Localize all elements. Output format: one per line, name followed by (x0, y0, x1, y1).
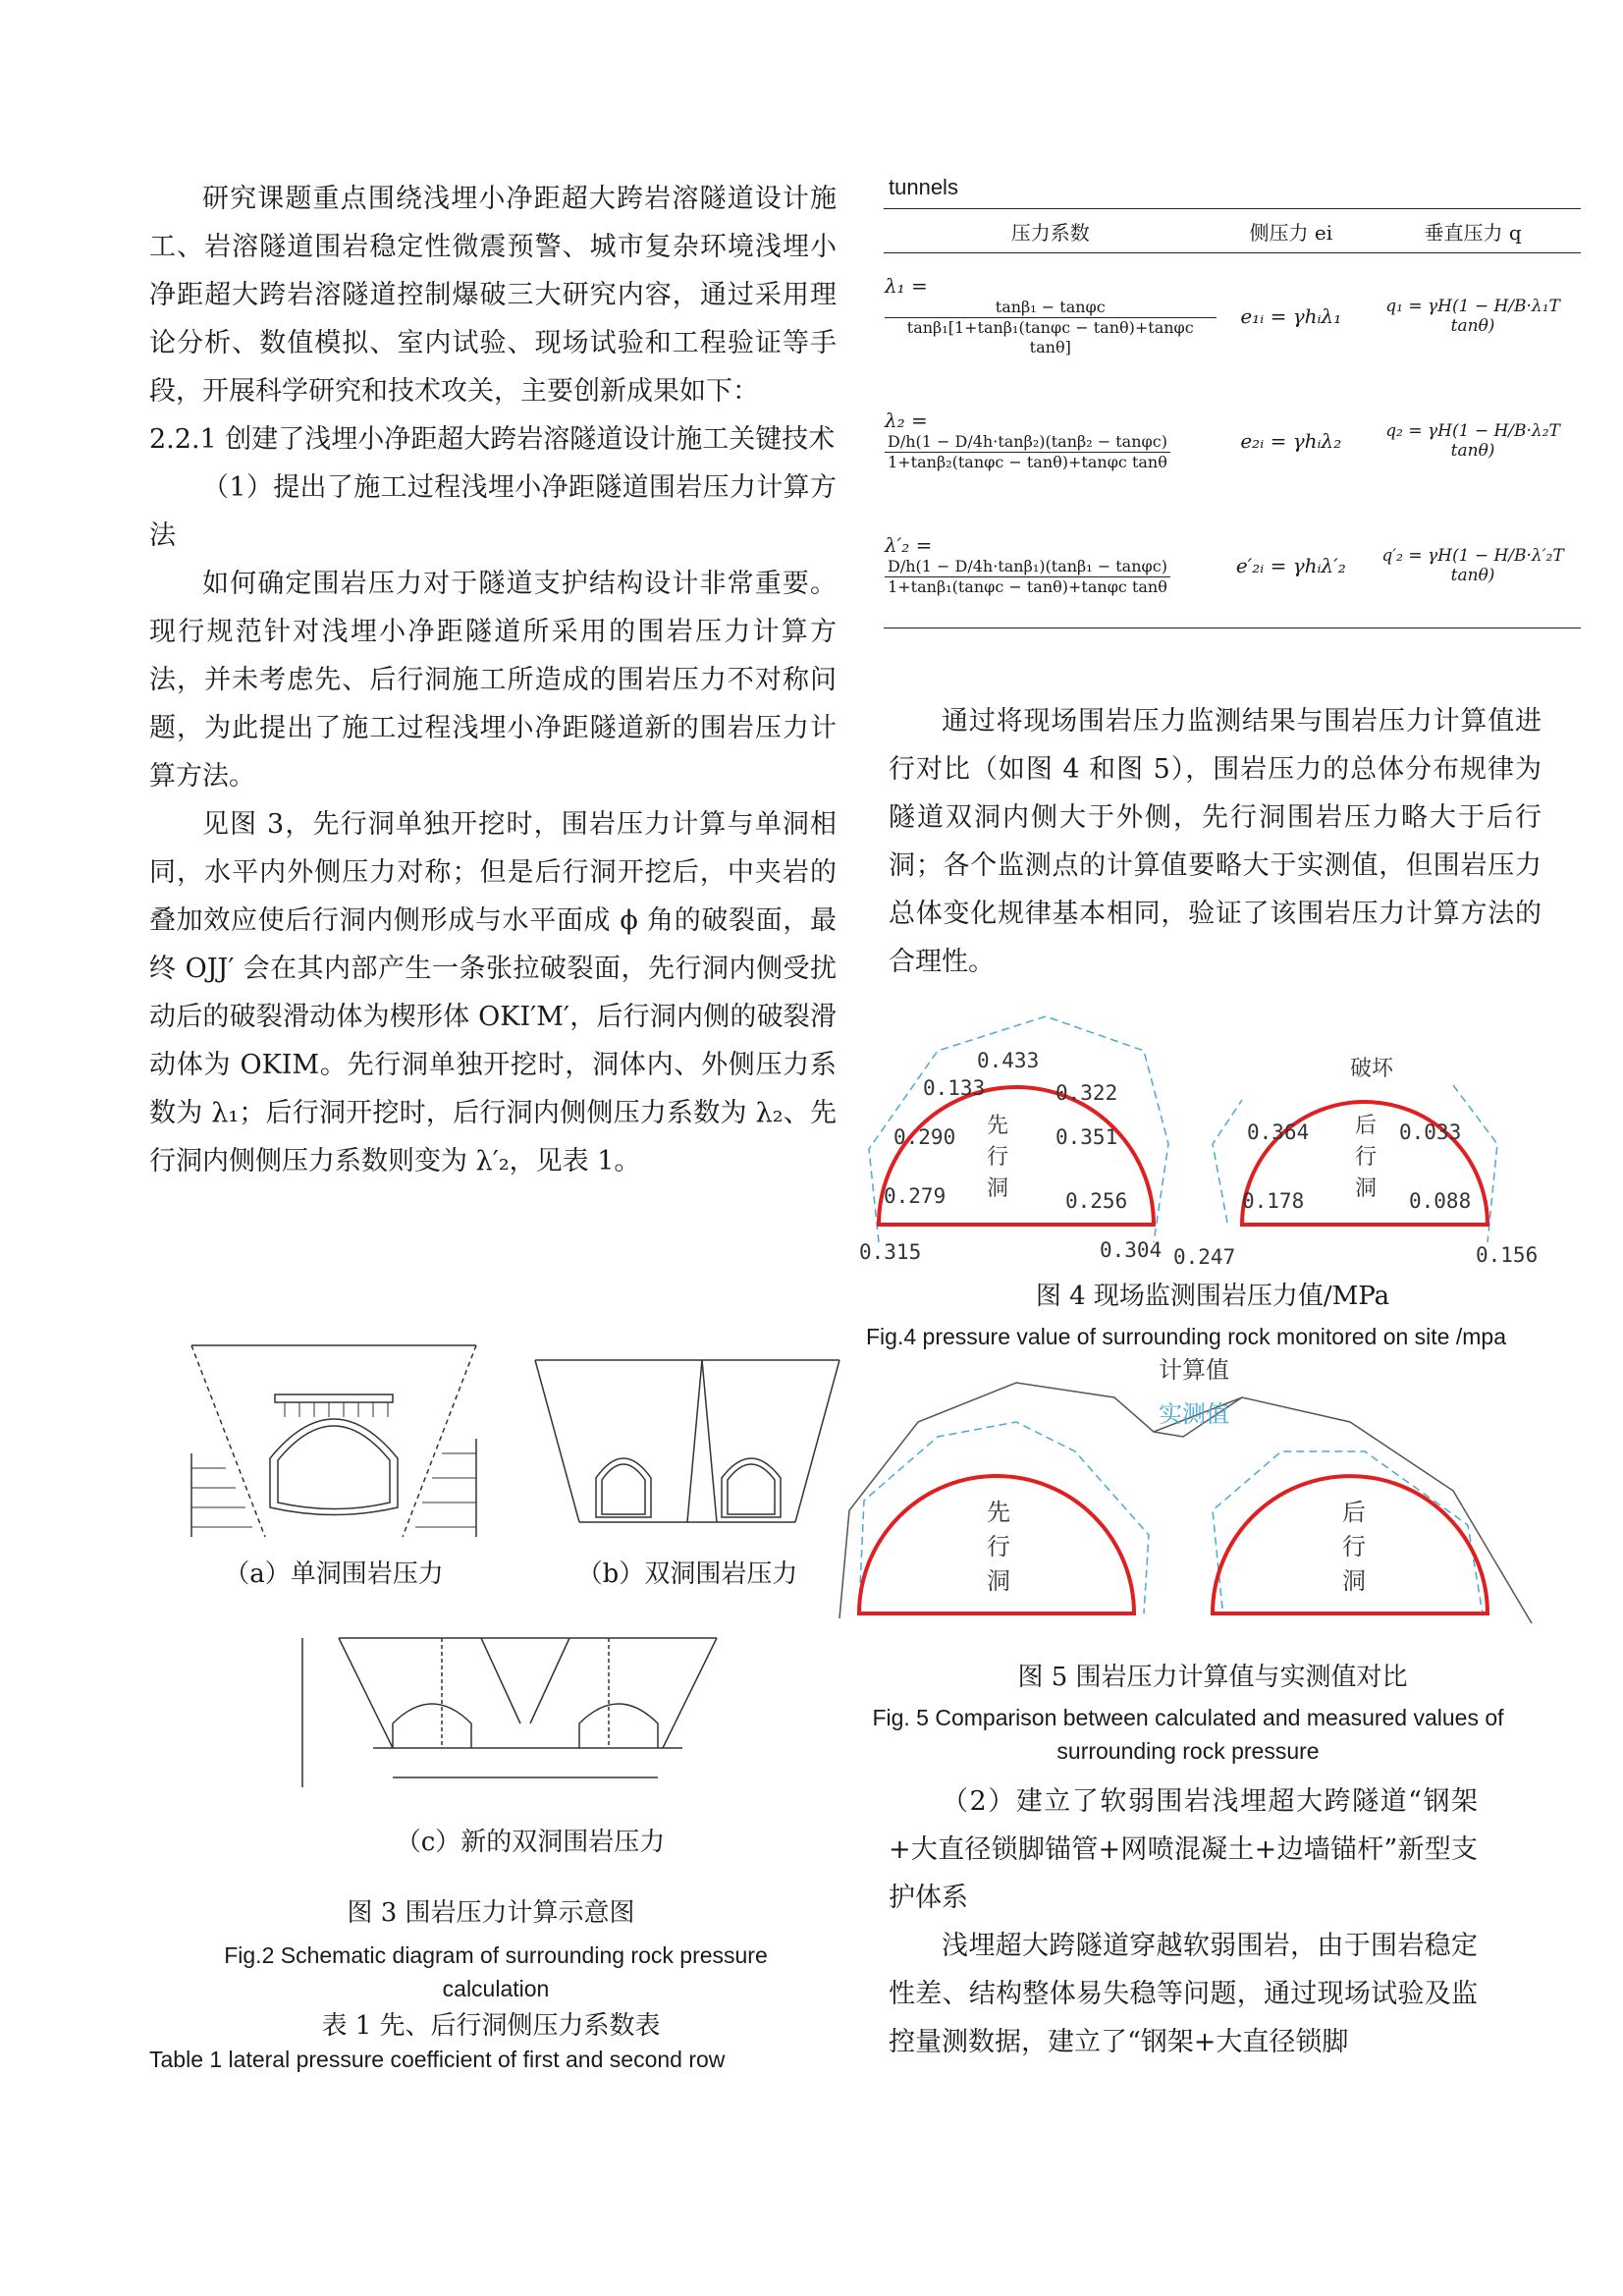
table-cell-e: e₁ᵢ = γhᵢλ₁ (1240, 303, 1342, 328)
fig4-value: 0.304 (1100, 1238, 1163, 1262)
lambda2-formula: $\frac{\text{D/h(1 − D/4h·tanβ₂)(tanβ₂ − tanφc)}}{\text{1+tanβ₂(tanφc − tanθ)+tanφc tanθ}}$ (885, 432, 1170, 472)
fig4-left-tunnel-char: 先 (987, 1114, 1009, 1138)
table-cell-e: e₂ᵢ = γhᵢλ₂ (1240, 428, 1342, 453)
fig4-right-tunnel-char: 洞 (1355, 1176, 1378, 1201)
fig4-value: 0.290 (893, 1125, 956, 1149)
fig3b-label: （b）双洞围岩压力 (576, 1559, 798, 1589)
fig4-left-tunnel-char: 洞 (987, 1176, 1009, 1201)
lambda2prime-formula: $\frac{\text{D/h(1 − D/4h·tanβ₁)(tanβ₁ − tanφc)}}{\text{1+tanβ₁(tanφc − tanθ)+tanφc tanθ}}$ (885, 557, 1170, 597)
fig5-left-tunnel-char: 行 (987, 1533, 1010, 1560)
fig4-value: 0.133 (923, 1076, 986, 1100)
fig5-left-tunnel-char: 先 (987, 1499, 1010, 1526)
fig4-value: 0.433 (977, 1049, 1040, 1072)
table-cell-q: q₂ = γH(1 − H/B·λ₂T tanθ) (1385, 420, 1560, 461)
fig5-right-tunnel-char: 洞 (1342, 1567, 1366, 1595)
section-heading: 2.2.1 创建了浅埋小净距超大跨岩溶隧道设计施工关键技术 (149, 424, 836, 455)
fig4-value: 0.315 (859, 1240, 922, 1264)
fig4-value: 0.351 (1055, 1125, 1118, 1149)
intro-paragraph: 研究课题重点围绕浅埋小净距超大跨岩溶隧道设计施工、岩溶隧道围岩稳定性微震预警、城市复杂环境浅埋小净距超大跨岩溶隧道控制爆破三大研究内容，通过采用理论分析、数值模拟、室内试验、现场试验和工程验证等手段，开展科学研究和技术攻关，主要创新成果如下： (149, 184, 837, 407)
table-cell-q: q′₂ = γH(1 − H/B·λ′₂T tanθ) (1365, 503, 1581, 629)
table1-caption-cn: 表 1 先、后行洞侧压力系数表 (321, 2011, 661, 2041)
fig4-value: 0.322 (1055, 1081, 1118, 1105)
table1 (884, 208, 1581, 629)
table-cell-lambda: λ′₂ = $\frac{\text{D/h(1 − D/4h·tanβ₁)(tanβ₁ − tanφc)}}{\text{1+tanβ₁(tanφc − tanθ)+tanφc tanθ}}$ (884, 503, 1217, 629)
lambda1-formula: $\frac{\text{tanβ₁ − tanφc}}{\text{tanβ₁[1+tanβ₁(tanφc − tanθ)+tanφc tanθ]}}$ (885, 298, 1217, 357)
table-header: 压力系数 (884, 209, 1217, 253)
fig4-value: 0.279 (884, 1184, 947, 1208)
table-header: 侧压力 ei (1217, 209, 1366, 253)
fig3c-new-double-tunnel-diagram (295, 1630, 756, 1817)
subsection-2-title: （2）建立了软弱围岩浅埋超大跨隧道“钢架+大直径锁脚锚管+网喷混凝土+边墙锚杆”新型支护体系 (889, 1786, 1478, 1913)
fig3-caption-en: Fig.2 Schematic diagram of surrounding rock pressure calculation (224, 1942, 768, 2001)
fig4-monitored-pressure-diagram (859, 1007, 1566, 1272)
fig4-value: 0.033 (1399, 1121, 1462, 1144)
fig5-right-tunnel-char: 行 (1342, 1533, 1366, 1560)
lambda-symbol: λ₁ (885, 274, 905, 298)
fig4-left-tunnel-char: 行 (987, 1145, 1009, 1170)
fig5-right-tunnel-char: 后 (1342, 1499, 1366, 1526)
comparison-paragraph: 通过将现场围岩压力监测结果与围岩压力计算值进行对比（如图 4 和图 5），围岩压力的总体分布规律为隧道双洞内侧大于外侧，先行洞围岩压力略大于后行洞；各个监测点的计算值要略大于实测值，但围岩压力总体变化规律基本相同，验证了该围岩压力计算方法的合理性。 (889, 706, 1542, 977)
table-header-row (884, 209, 1581, 253)
fig3-caption-cn: 图 3 围岩压力计算示意图 (347, 1898, 635, 1928)
fig5-caption-en: Fig. 5 Comparison between calculated and measured values of surrounding rock pressure (872, 1705, 1504, 1764)
fig4-right-tunnel-char: 行 (1355, 1145, 1378, 1170)
fig5-left-tunnel-char: 洞 (987, 1567, 1010, 1595)
table-row (884, 503, 1581, 629)
table1-caption-en: Table 1 lateral pressure coefficient of first and second row (149, 2047, 726, 2072)
fig4-value: 0.178 (1242, 1189, 1305, 1213)
support-system-paragraph: 浅埋超大跨隧道穿越软弱围岩，由于围岩稳定性差、结构整体易失稳等问题，通过现场试验及监控量测数据，建立了“钢架+大直径锁脚 (889, 1931, 1478, 2057)
left-column (149, 175, 837, 1185)
table-row (884, 253, 1581, 379)
fig3b-double-tunnel-diagram (525, 1355, 849, 1537)
subsection-1-title: （1）提出了施工过程浅埋小净距隧道围岩压力计算方法 (149, 472, 837, 551)
lambda-symbol: λ₂ (885, 409, 905, 432)
fig4-value: 0.364 (1247, 1121, 1310, 1144)
table-header: 垂直压力 q (1365, 209, 1581, 253)
lambda-symbol: λ′₂ (885, 533, 910, 557)
fig3a-single-tunnel-diagram (172, 1340, 496, 1552)
fig3a-label: （a）单洞围岩压力 (224, 1559, 444, 1589)
fig4-right-tunnel-char: 后 (1355, 1114, 1378, 1138)
table-cell-lambda: λ₁ = $\frac{\text{tanβ₁ − tanφc}}{\text{tanβ₁[1+tanβ₁(tanφc − tanθ)+tanφc tanθ]}}$ (884, 253, 1217, 379)
fig4-caption-cn: 图 4 现场监测围岩压力值/MPa (1035, 1282, 1390, 1311)
fig3c-label: （c）新的双洞围岩压力 (395, 1828, 666, 1857)
fig5-caption-cn: 图 5 围岩压力计算值与实测值对比 (1017, 1663, 1408, 1692)
fig3-description-paragraph: 见图 3，先行洞单独开挖时，围岩压力计算与单洞相同，水平内外侧压力对称；但是后行洞开挖后，中夹岩的叠加效应使后行洞内侧形成与水平面成 ϕ 角的破裂面，最终 OJJ′ 会在其内部产生一条张拉破裂面，先行洞内侧受扰动后的破裂滑动体为楔形体 OKI′M′，后行洞内侧的破裂滑动体为 OKIM。先行洞单独开挖时，洞体内、外侧压力系数为 λ₁；后行洞开挖时，后行洞内侧侧压力系数为 λ₂、先行洞内侧侧压力系数则变为 λ′₂，见表 1。 (149, 809, 837, 1176)
fig4-value: 0.247 (1173, 1245, 1236, 1269)
right-column-para (889, 697, 1542, 986)
fig4-caption-en: Fig.4 pressure value of surrounding rock monitored on site /mpa (866, 1324, 1506, 1349)
fig4-value: 0.156 (1476, 1243, 1539, 1267)
right-column-bottom (889, 1777, 1478, 2066)
pressure-importance-paragraph: 如何确定围岩压力对于隧道支护结构设计非常重要。现行规范针对浅埋小净距隧道所采用的围岩压力计算方法，并未考虑先、后行洞施工所造成的围岩压力不对称问题，为此提出了施工过程浅埋小净距隧道新的围岩压力计算方法。 (149, 569, 837, 792)
fig5-calculated-label: 计算值 (1159, 1356, 1229, 1384)
table-row (884, 378, 1581, 503)
table-cell-lambda: λ₂ = $\frac{\text{D/h(1 − D/4h·tanβ₂)(tanβ₂ − tanφc)}}{\text{1+tanβ₂(tanφc − tanθ)+tanφc tanθ}}$ (884, 378, 1217, 503)
fig4-damage-label: 破坏 (1350, 1057, 1394, 1081)
fig5-comparison-diagram (830, 1353, 1546, 1648)
fig4-value: 0.256 (1065, 1189, 1128, 1213)
fig4-value: 0.088 (1409, 1189, 1472, 1213)
fig5-measured-label: 实测值 (1159, 1400, 1229, 1428)
table1-tail: tunnels (889, 175, 958, 199)
table-cell-e: e′₂ᵢ = γhᵢλ′₂ (1217, 503, 1366, 629)
table-cell-q: q₁ = γH(1 − H/B·λ₁T tanθ) (1385, 296, 1560, 336)
